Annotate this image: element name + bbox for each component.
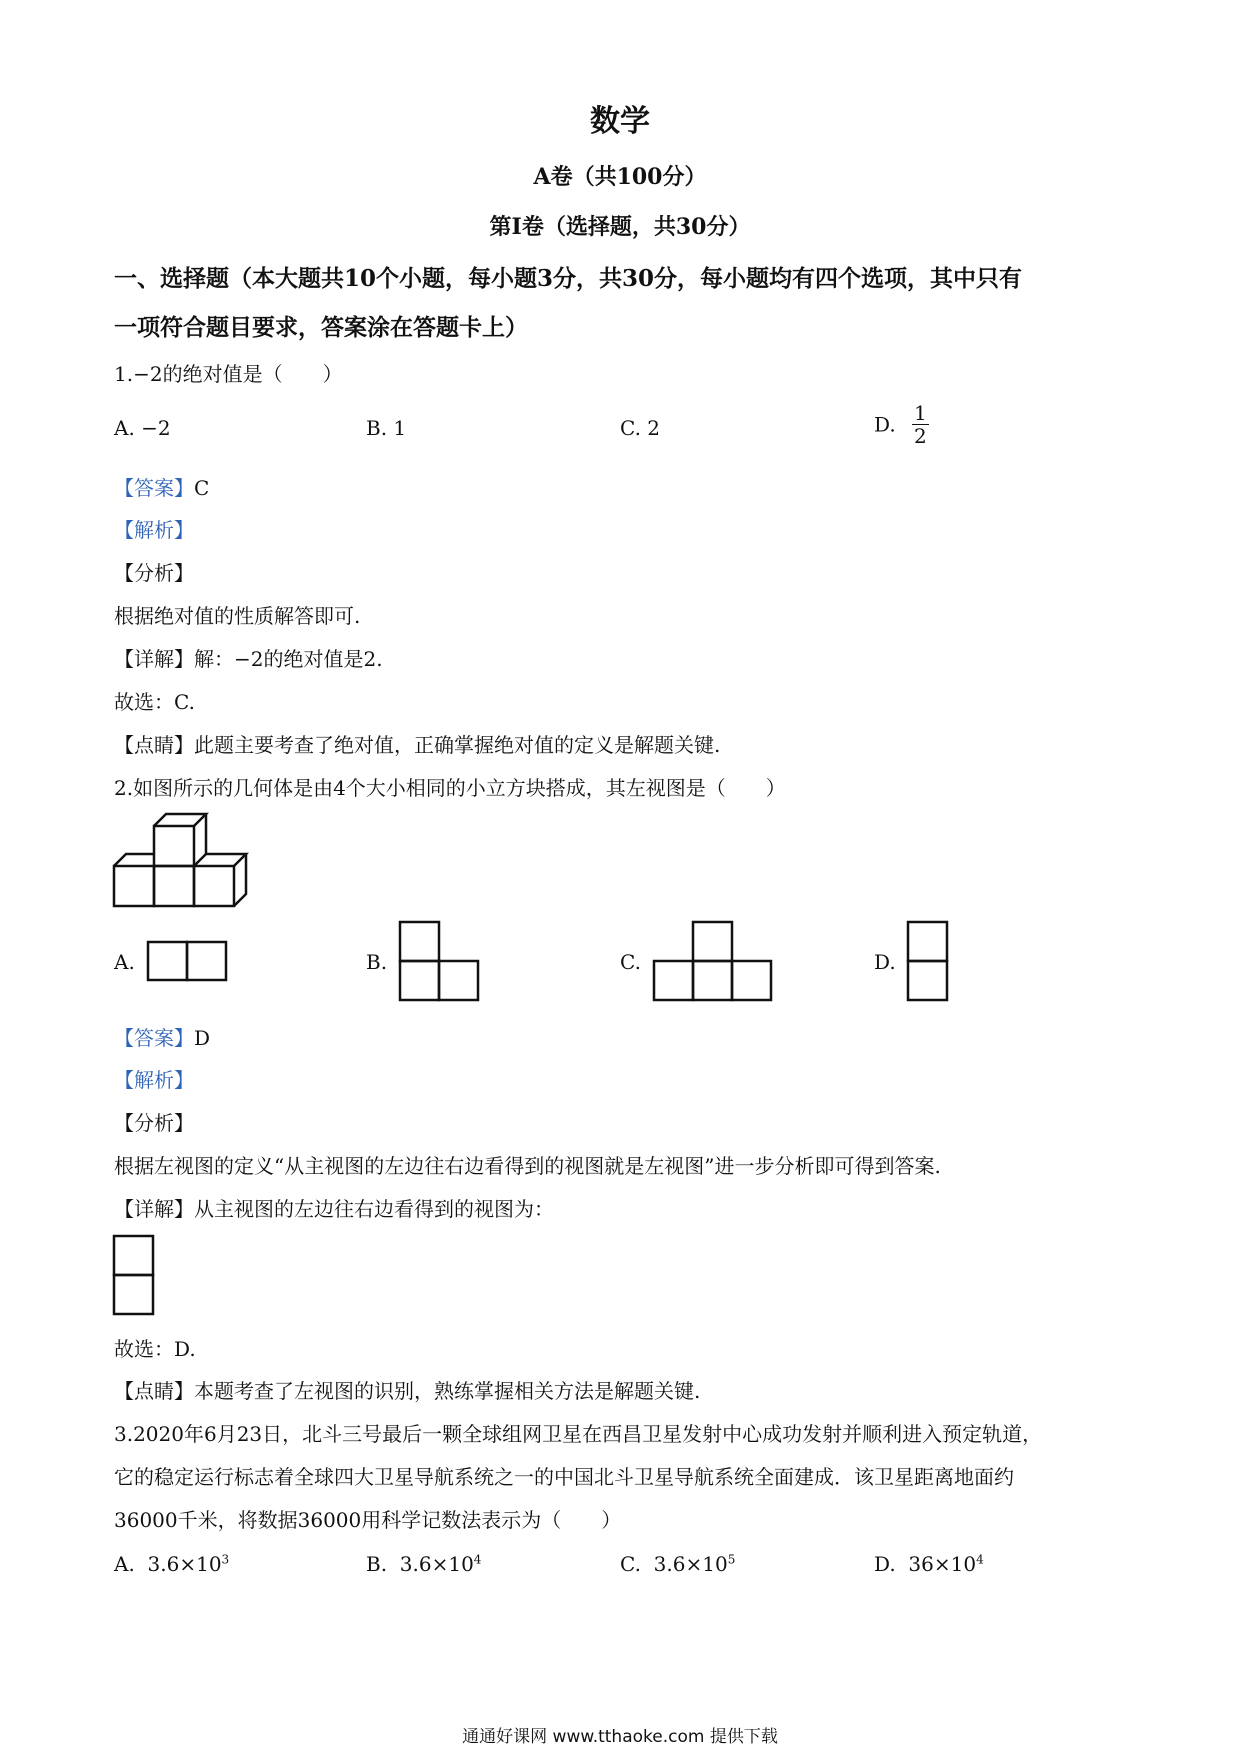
q1-comment — [114, 729, 720, 758]
comment-label: 【点睛】 — [114, 1379, 194, 1403]
q1-analysis-label: 【解析】 — [114, 518, 194, 542]
detail-label: 【详解】 — [114, 1197, 194, 1221]
comment-label: 【点睛】 — [114, 733, 194, 757]
detail-label: 【详解】 — [114, 647, 194, 671]
detail-text: 解：−2的绝对值是2. — [194, 647, 383, 671]
option-exponent: 4 — [976, 1552, 984, 1567]
q1-fenxi-label: 【分析】 — [114, 561, 194, 585]
option-label: A. — [114, 1552, 135, 1576]
fraction-numerator: 1 — [914, 401, 927, 425]
q2-option-b-figure — [398, 920, 480, 1002]
answer-label: 【答案】 — [114, 476, 194, 500]
page-title: 数学 — [590, 104, 650, 139]
q2-stem: 2.如图所示的几何体是由4个大小相同的小立方块搭成，其左视图是（ ） — [114, 776, 786, 800]
q3-option-a — [114, 1552, 229, 1576]
answer-value: D — [194, 1026, 211, 1050]
q2-option-a-figure — [146, 940, 228, 982]
q1-option-d-fraction — [912, 402, 929, 447]
q2-comment — [114, 1375, 700, 1404]
section-heading-line1: 一、选择题（本大题共10个小题，每小题3分，共30分，每小题均有四个选项，其中只有 — [114, 265, 1023, 292]
option-base: 3.6×10 — [399, 1552, 474, 1576]
q3-stem-line3: 36000千米，将数据36000用科学记数法表示为（ ） — [114, 1508, 622, 1532]
q2-analysis-label: 【解析】 — [114, 1068, 194, 1092]
q2-option-d-label: D. — [874, 950, 896, 974]
fraction-denominator: 2 — [914, 424, 927, 448]
comment-text: 此题主要考查了绝对值，正确掌握绝对值的定义是解题关键. — [194, 733, 721, 757]
q3-option-c — [620, 1552, 735, 1576]
section-heading-line2: 一项符合题目要求，答案涂在答题卡上） — [114, 314, 528, 341]
q3-option-d — [874, 1552, 984, 1576]
q1-option-d — [874, 402, 929, 447]
page-footer: 通通好课网 www.tthaoke.com 提供下载 — [462, 1727, 778, 1747]
q1-option-a: A. −2 — [114, 416, 171, 440]
q1-choose: 故选：C. — [114, 690, 195, 714]
detail-text: 从主视图的左边往右边看得到的视图为： — [194, 1197, 554, 1221]
q3-option-b — [366, 1552, 481, 1576]
q1-stem: 1.−2的绝对值是（ ） — [114, 362, 343, 386]
q2-option-c-label: C. — [620, 950, 641, 974]
answer-value: C — [194, 476, 210, 500]
option-label: C. — [620, 1552, 641, 1576]
option-exponent: 3 — [221, 1552, 230, 1567]
q3-stem-line2: 它的稳定运行标志着全球四大卫星导航系统之一的中国北斗卫星导航系统全面建成．该卫星距离地面约 — [114, 1465, 1014, 1489]
q2-option-d-figure — [906, 920, 950, 1002]
paper-subtitle: A卷（共100分） — [533, 164, 707, 190]
q1-answer — [114, 472, 209, 501]
q2-fenxi-text: 根据左视图的定义“从主视图的左边往右边看得到的视图就是左视图”进一步分析即可得到答案. — [114, 1154, 941, 1178]
q2-option-c-figure — [652, 920, 774, 1002]
q2-solid-figure — [110, 808, 260, 918]
q1-option-c: C. 2 — [620, 416, 661, 440]
q1-fenxi-text: 根据绝对值的性质解答即可. — [114, 604, 361, 628]
q2-fenxi-label: 【分析】 — [114, 1111, 194, 1135]
q2-option-a-label: A. — [114, 950, 135, 974]
option-exponent: 4 — [473, 1552, 482, 1567]
q2-detail — [114, 1193, 554, 1222]
q3-stem-line1: 3.2020年6月23日，北斗三号最后一颗全球组网卫星在西昌卫星发射中心成功发射并顺利进入预定轨道， — [114, 1422, 1043, 1446]
option-label: D. — [874, 1552, 896, 1576]
q2-answer — [114, 1022, 210, 1051]
q2-choose: 故选：D. — [114, 1337, 196, 1361]
option-label: B. — [366, 1552, 388, 1576]
option-exponent: 5 — [727, 1552, 736, 1567]
q1-option-d-label: D. — [874, 412, 896, 437]
q1-detail — [114, 643, 383, 672]
option-base: 36×10 — [908, 1552, 977, 1576]
comment-text: 本题考查了左视图的识别，熟练掌握相关方法是解题关键. — [194, 1379, 701, 1403]
option-base: 3.6×10 — [653, 1552, 728, 1576]
answer-label: 【答案】 — [114, 1026, 194, 1050]
q2-option-b-label: B. — [366, 950, 388, 974]
q2-detail-figure — [112, 1234, 156, 1316]
option-base: 3.6×10 — [147, 1552, 222, 1576]
q1-option-b: B. 1 — [366, 416, 407, 440]
part-subtitle: 第Ⅰ卷（选择题，共30分） — [489, 214, 751, 240]
